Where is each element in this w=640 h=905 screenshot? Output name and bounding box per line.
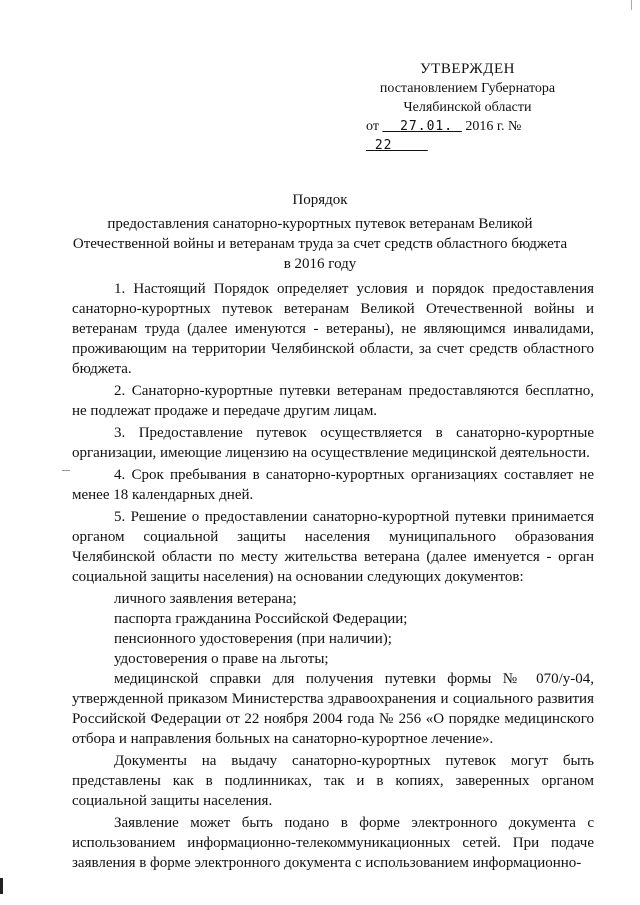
- scan-edge-mark: [0, 878, 3, 894]
- title-line-2: Отечественной войны и ветеранам труда за счет средств областного бюджета: [72, 236, 568, 252]
- paragraph-7: Заявление может быть подано в форме электронного документа с использованием информационно-телекоммуникационных сетей. При подаче заявления в форме электронного документа с использованием информационно-: [72, 815, 594, 871]
- approval-line-governor: постановлением Губернатора: [379, 81, 556, 96]
- document-title: [70, 190, 570, 274]
- title-name: Порядок: [292, 192, 348, 208]
- approval-stamp-block: [360, 60, 575, 155]
- paragraph-2: 2. Санаторно-курортные путевки ветеранам предоставляются бесплатно, не подлежат продаже и передаче другим лицам.: [72, 383, 594, 419]
- title-line-1: предоставления санаторно-курортных путевок ветеранам Великой: [107, 216, 533, 232]
- list-item: удостоверения о праве на льготы;: [114, 651, 329, 667]
- paragraph-3: 3. Предоставление путевок осуществляется в санаторно-курортные организации, имеющие лицензию на осуществление медицинской деятельности.: [72, 425, 594, 461]
- list-item: личного заявления ветерана;: [114, 591, 297, 607]
- paragraph-1: 1. Настоящий Порядок определяет условия и порядок предоставления санаторно-курортных путевок ветеранам Великой Отечественной войны и ветеранам труда (далее именуются - ветераны), не являющимся инвалидами, проживающим на территории Челябинской области, за счет средств областного бюджета.: [72, 281, 594, 377]
- number-value: 22: [374, 138, 393, 153]
- approval-line-region: Челябинской области: [403, 100, 532, 115]
- margin-mark: [62, 470, 70, 471]
- list-item: пенсионного удостоверения (при наличии);: [114, 631, 392, 647]
- year-number-label: 2016 г. №: [465, 119, 522, 134]
- date-handwritten: [382, 119, 461, 134]
- date-prefix: от: [366, 119, 379, 134]
- paragraph-6: Документы на выдачу санаторно-курортных путевок могут быть представлены как в подлинниках, так и в копиях, заверенных органом социальной защиты населения.: [72, 753, 594, 809]
- list-item-medical-certificate: медицинской справки для получения путевки формы № 070/у-04, утвержденной приказом Министерства здравоохранения и социального развития Российской Федерации от 22 ноября 2004 года № 256 «О порядке медицинского отбора и направления больных на санаторно-курортное лечение».: [72, 671, 594, 747]
- approval-date-line: [360, 117, 575, 155]
- document-body: [72, 279, 594, 875]
- scan-corner-mark: [631, 0, 632, 10]
- list-item: паспорта гражданина Российской Федерации;: [114, 611, 408, 627]
- approval-heading: УТВЕРЖДЕН: [420, 61, 515, 77]
- number-handwritten: [366, 138, 428, 153]
- title-line-3: в 2016 году: [283, 256, 357, 272]
- paragraph-5: 5. Решение о предоставлении санаторно-курортной путевки принимается органом социальной защиты населения муниципального образования Челябинской области по месту жительства ветерана (далее именуется - орган социальной защиты населения) на основании следующих документов:: [72, 509, 594, 585]
- date-value: 27.01.: [400, 119, 454, 134]
- paragraph-4: 4. Срок пребывания в санаторно-курортных организациях составляет не менее 18 календарных дней.: [72, 467, 594, 503]
